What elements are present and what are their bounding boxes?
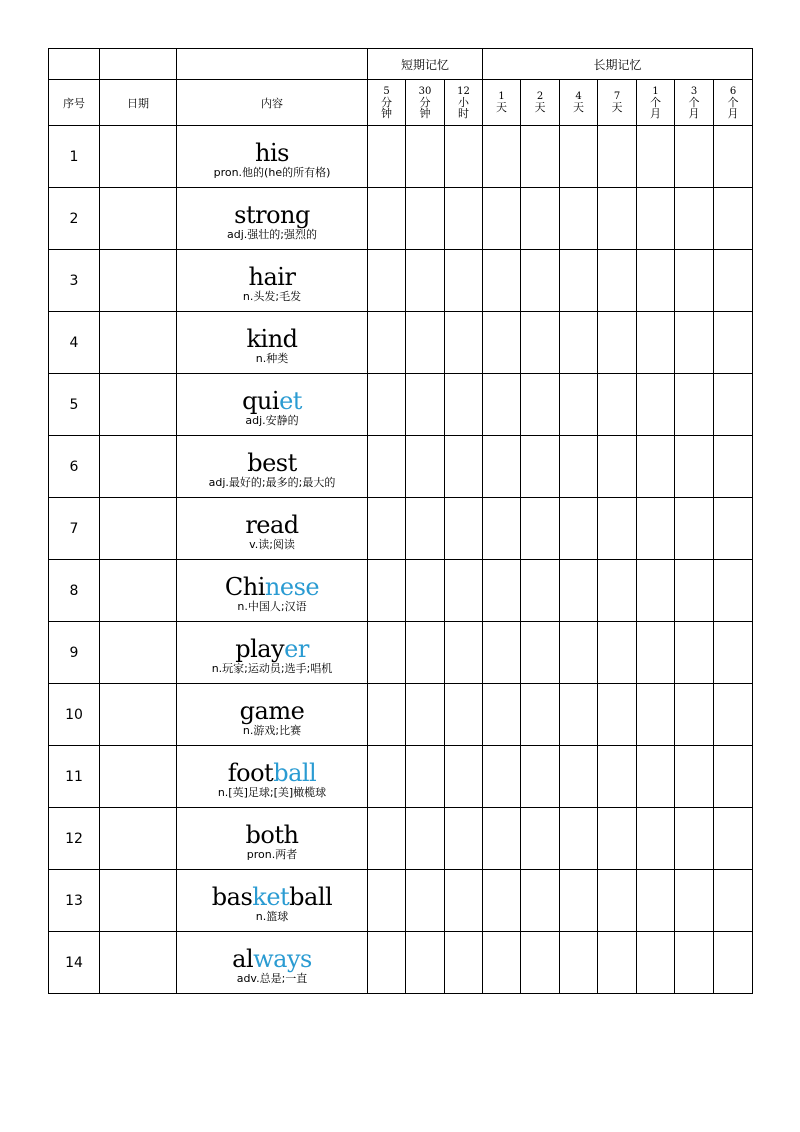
review-check-cell[interactable] bbox=[368, 870, 406, 932]
row-content bbox=[177, 932, 368, 994]
header-interval-7 bbox=[637, 80, 675, 126]
review-check-cell[interactable] bbox=[521, 126, 560, 188]
vocab-word bbox=[177, 264, 367, 290]
review-check-cell[interactable] bbox=[675, 746, 714, 808]
review-check-cell[interactable] bbox=[483, 684, 521, 746]
review-check-cell[interactable] bbox=[406, 126, 445, 188]
review-check-cell[interactable] bbox=[714, 746, 753, 808]
review-check-cell[interactable] bbox=[560, 622, 598, 684]
review-check-cell[interactable] bbox=[598, 870, 637, 932]
interval-unit: 分钟 bbox=[381, 95, 392, 120]
review-check-cell[interactable] bbox=[368, 808, 406, 870]
review-check-cell[interactable] bbox=[560, 250, 598, 312]
table-row bbox=[49, 374, 753, 436]
interval-unit: 小时 bbox=[458, 95, 470, 120]
row-date-cell[interactable] bbox=[100, 188, 177, 250]
review-check-cell[interactable] bbox=[675, 436, 714, 498]
review-check-cell[interactable] bbox=[368, 684, 406, 746]
table-row bbox=[49, 436, 753, 498]
review-check-cell[interactable] bbox=[445, 250, 483, 312]
review-check-cell[interactable] bbox=[675, 126, 714, 188]
review-check-cell[interactable] bbox=[406, 498, 445, 560]
interval-number: 4 bbox=[575, 91, 582, 102]
row-seq: 5 bbox=[49, 374, 100, 436]
review-check-cell[interactable] bbox=[406, 932, 445, 994]
row-seq: 12 bbox=[49, 808, 100, 870]
vocab-word-tail: ball bbox=[289, 883, 333, 911]
vocab-meaning: adv.总是;一直 bbox=[236, 972, 308, 985]
review-check-cell[interactable] bbox=[445, 746, 483, 808]
header-interval-9 bbox=[714, 80, 753, 126]
review-check-cell[interactable] bbox=[560, 746, 598, 808]
review-check-cell[interactable] bbox=[521, 808, 560, 870]
review-check-cell[interactable] bbox=[560, 374, 598, 436]
review-check-cell[interactable] bbox=[637, 498, 675, 560]
row-content bbox=[177, 746, 368, 808]
review-check-cell[interactable] bbox=[521, 746, 560, 808]
vocab-word-highlight: ways bbox=[253, 945, 312, 973]
row-date-cell[interactable] bbox=[100, 312, 177, 374]
header-interval-4 bbox=[521, 80, 560, 126]
review-check-cell[interactable] bbox=[637, 250, 675, 312]
review-check-cell[interactable] bbox=[560, 808, 598, 870]
review-check-cell[interactable] bbox=[560, 932, 598, 994]
vocab-word bbox=[177, 636, 367, 662]
review-check-cell[interactable] bbox=[560, 126, 598, 188]
review-check-cell[interactable] bbox=[675, 870, 714, 932]
row-content bbox=[177, 126, 368, 188]
vocab-word-part: foot bbox=[227, 759, 274, 787]
review-check-cell[interactable] bbox=[637, 622, 675, 684]
review-check-cell[interactable] bbox=[368, 126, 406, 188]
vocab-word bbox=[177, 388, 367, 414]
vocab-word-part: kind bbox=[246, 325, 298, 353]
vocab-word bbox=[177, 698, 367, 724]
review-check-cell[interactable] bbox=[714, 250, 753, 312]
review-check-cell[interactable] bbox=[521, 870, 560, 932]
row-content bbox=[177, 374, 368, 436]
review-check-cell[interactable] bbox=[598, 560, 637, 622]
review-check-cell[interactable] bbox=[637, 188, 675, 250]
row-date-cell[interactable] bbox=[100, 684, 177, 746]
row-content bbox=[177, 560, 368, 622]
review-check-cell[interactable] bbox=[406, 374, 445, 436]
vocab-word bbox=[177, 326, 367, 352]
interval-number: 3 bbox=[690, 85, 698, 97]
interval-unit: 天 bbox=[496, 101, 508, 114]
review-check-cell[interactable] bbox=[406, 746, 445, 808]
review-check-cell[interactable] bbox=[368, 746, 406, 808]
review-check-cell[interactable] bbox=[675, 498, 714, 560]
header-row-groups bbox=[49, 49, 753, 80]
review-check-cell[interactable] bbox=[637, 126, 675, 188]
review-check-cell[interactable] bbox=[445, 498, 483, 560]
interval-number: 7 bbox=[613, 91, 621, 102]
review-check-cell[interactable] bbox=[483, 622, 521, 684]
row-date-cell[interactable] bbox=[100, 870, 177, 932]
review-check-cell[interactable] bbox=[521, 436, 560, 498]
table-row bbox=[49, 870, 753, 932]
review-check-cell[interactable] bbox=[637, 436, 675, 498]
vocab-word-part: hair bbox=[248, 263, 296, 291]
vocab-meaning: adj.安静的 bbox=[245, 414, 299, 427]
interval-number: 1 bbox=[652, 85, 659, 97]
review-check-cell[interactable] bbox=[406, 436, 445, 498]
interval-unit: 个月 bbox=[688, 95, 700, 120]
review-check-cell[interactable] bbox=[368, 498, 406, 560]
vocab-word-highlight: ball bbox=[273, 759, 317, 787]
review-check-cell[interactable] bbox=[483, 808, 521, 870]
row-content bbox=[177, 188, 368, 250]
vocab-word bbox=[177, 450, 367, 476]
review-check-cell[interactable] bbox=[637, 560, 675, 622]
review-check-cell[interactable] bbox=[368, 932, 406, 994]
vocab-word bbox=[177, 884, 367, 910]
review-check-cell[interactable] bbox=[406, 684, 445, 746]
review-check-cell[interactable] bbox=[368, 250, 406, 312]
vocab-meaning: n.头发;毛发 bbox=[242, 290, 302, 303]
row-date-cell[interactable] bbox=[100, 560, 177, 622]
review-check-cell[interactable] bbox=[368, 312, 406, 374]
row-content bbox=[177, 684, 368, 746]
review-check-cell[interactable] bbox=[445, 374, 483, 436]
header-blank-date bbox=[100, 49, 177, 80]
header-row-columns bbox=[49, 80, 753, 126]
table-row bbox=[49, 250, 753, 312]
review-check-cell[interactable] bbox=[445, 684, 483, 746]
row-content bbox=[177, 808, 368, 870]
review-check-cell[interactable] bbox=[598, 746, 637, 808]
row-seq: 1 bbox=[49, 126, 100, 188]
review-check-cell[interactable] bbox=[637, 746, 675, 808]
review-check-cell[interactable] bbox=[406, 312, 445, 374]
review-check-cell[interactable] bbox=[598, 622, 637, 684]
vocab-meaning: n.[英]足球;[美]橄榄球 bbox=[217, 786, 327, 799]
review-check-cell[interactable] bbox=[483, 188, 521, 250]
interval-unit: 天 bbox=[611, 101, 623, 114]
review-check-cell[interactable] bbox=[598, 808, 637, 870]
row-date-cell[interactable] bbox=[100, 126, 177, 188]
review-check-cell[interactable] bbox=[445, 126, 483, 188]
review-check-cell[interactable] bbox=[483, 498, 521, 560]
vocab-word-part: qui bbox=[242, 387, 280, 415]
review-check-cell[interactable] bbox=[714, 188, 753, 250]
review-check-cell[interactable] bbox=[598, 374, 637, 436]
interval-unit: 天 bbox=[534, 101, 546, 114]
review-check-cell[interactable] bbox=[521, 932, 560, 994]
header-interval-2 bbox=[445, 80, 483, 126]
review-check-cell[interactable] bbox=[445, 188, 483, 250]
review-check-cell[interactable] bbox=[483, 560, 521, 622]
review-check-cell[interactable] bbox=[560, 436, 598, 498]
review-check-cell[interactable] bbox=[560, 312, 598, 374]
row-date-cell[interactable] bbox=[100, 436, 177, 498]
table-row bbox=[49, 312, 753, 374]
review-check-cell[interactable] bbox=[483, 250, 521, 312]
vocab-word-highlight: nese bbox=[264, 573, 320, 601]
review-check-cell[interactable] bbox=[560, 560, 598, 622]
row-content bbox=[177, 870, 368, 932]
review-check-cell[interactable] bbox=[521, 684, 560, 746]
review-check-cell[interactable] bbox=[406, 870, 445, 932]
header-blank-content bbox=[177, 49, 368, 80]
review-check-cell[interactable] bbox=[598, 436, 637, 498]
review-check-cell[interactable] bbox=[521, 498, 560, 560]
review-check-cell[interactable] bbox=[368, 622, 406, 684]
vocab-word-part: Chi bbox=[224, 573, 265, 601]
review-check-cell[interactable] bbox=[675, 374, 714, 436]
vocab-meaning: n.游戏;比赛 bbox=[242, 724, 302, 737]
row-content bbox=[177, 312, 368, 374]
vocab-meaning: v.读;阅读 bbox=[249, 538, 295, 551]
vocab-meaning: adj.最好的;最多的;最大的 bbox=[208, 476, 336, 489]
review-check-cell[interactable] bbox=[445, 870, 483, 932]
row-content bbox=[177, 622, 368, 684]
interval-unit: 分钟 bbox=[419, 95, 431, 120]
review-check-cell[interactable] bbox=[445, 808, 483, 870]
interval-unit: 个月 bbox=[650, 95, 662, 120]
interval-number: 1 bbox=[498, 91, 505, 102]
review-check-cell[interactable] bbox=[714, 374, 753, 436]
review-check-cell[interactable] bbox=[483, 870, 521, 932]
vocab-word bbox=[177, 574, 367, 600]
row-seq: 2 bbox=[49, 188, 100, 250]
review-check-cell[interactable] bbox=[598, 684, 637, 746]
review-check-cell[interactable] bbox=[406, 250, 445, 312]
review-check-cell[interactable] bbox=[637, 808, 675, 870]
review-check-cell[interactable] bbox=[714, 560, 753, 622]
vocab-meaning: pron.两者 bbox=[246, 848, 298, 861]
vocab-word-highlight: et bbox=[279, 387, 302, 415]
review-check-cell[interactable] bbox=[560, 498, 598, 560]
review-check-cell[interactable] bbox=[598, 250, 637, 312]
table-row bbox=[49, 560, 753, 622]
review-check-cell[interactable] bbox=[483, 746, 521, 808]
row-date-cell[interactable] bbox=[100, 622, 177, 684]
row-date-cell[interactable] bbox=[100, 498, 177, 560]
vocab-word bbox=[177, 512, 367, 538]
table-row bbox=[49, 622, 753, 684]
vocab-word bbox=[177, 140, 367, 166]
header-date: 日期 bbox=[100, 80, 177, 126]
row-date-cell[interactable] bbox=[100, 746, 177, 808]
review-check-cell[interactable] bbox=[714, 870, 753, 932]
row-seq: 9 bbox=[49, 622, 100, 684]
review-check-cell[interactable] bbox=[445, 560, 483, 622]
review-check-cell[interactable] bbox=[483, 374, 521, 436]
review-check-cell[interactable] bbox=[406, 560, 445, 622]
row-seq: 3 bbox=[49, 250, 100, 312]
interval-number: 5 bbox=[383, 85, 390, 97]
review-check-cell[interactable] bbox=[483, 932, 521, 994]
review-check-cell[interactable] bbox=[714, 436, 753, 498]
review-check-cell[interactable] bbox=[521, 560, 560, 622]
vocab-word-highlight: ket bbox=[252, 883, 290, 911]
vocab-word-part: strong bbox=[234, 201, 310, 229]
row-content bbox=[177, 250, 368, 312]
table-row bbox=[49, 188, 753, 250]
review-check-cell[interactable] bbox=[714, 622, 753, 684]
row-date-cell[interactable] bbox=[100, 374, 177, 436]
review-check-cell[interactable] bbox=[483, 312, 521, 374]
header-interval-3 bbox=[483, 80, 521, 126]
header-seq: 序号 bbox=[49, 80, 100, 126]
vocab-word bbox=[177, 202, 367, 228]
review-check-cell[interactable] bbox=[521, 250, 560, 312]
review-check-cell[interactable] bbox=[714, 126, 753, 188]
review-check-cell[interactable] bbox=[598, 312, 637, 374]
review-check-cell[interactable] bbox=[675, 932, 714, 994]
review-check-cell[interactable] bbox=[598, 188, 637, 250]
review-check-cell[interactable] bbox=[637, 312, 675, 374]
review-check-cell[interactable] bbox=[675, 188, 714, 250]
review-check-cell[interactable] bbox=[675, 684, 714, 746]
review-check-cell[interactable] bbox=[675, 250, 714, 312]
review-check-cell[interactable] bbox=[675, 312, 714, 374]
row-date-cell[interactable] bbox=[100, 808, 177, 870]
row-seq: 4 bbox=[49, 312, 100, 374]
header-interval-6 bbox=[598, 80, 637, 126]
review-check-cell[interactable] bbox=[483, 126, 521, 188]
review-check-cell[interactable] bbox=[445, 932, 483, 994]
review-check-cell[interactable] bbox=[521, 312, 560, 374]
row-date-cell[interactable] bbox=[100, 250, 177, 312]
review-check-cell[interactable] bbox=[445, 312, 483, 374]
review-check-cell[interactable] bbox=[714, 932, 753, 994]
review-check-cell[interactable] bbox=[714, 312, 753, 374]
row-seq: 11 bbox=[49, 746, 100, 808]
interval-number: 2 bbox=[536, 91, 544, 102]
vocab-word-part: al bbox=[232, 945, 254, 973]
vocab-word bbox=[177, 822, 367, 848]
vocab-word-highlight: er bbox=[284, 635, 309, 663]
table-row bbox=[49, 498, 753, 560]
row-content bbox=[177, 436, 368, 498]
header-interval-8 bbox=[675, 80, 714, 126]
interval-unit: 天 bbox=[573, 101, 585, 114]
review-check-cell[interactable] bbox=[637, 870, 675, 932]
review-check-cell[interactable] bbox=[714, 684, 753, 746]
review-check-cell[interactable] bbox=[483, 436, 521, 498]
review-check-cell[interactable] bbox=[675, 560, 714, 622]
review-check-cell[interactable] bbox=[598, 932, 637, 994]
review-check-cell[interactable] bbox=[560, 870, 598, 932]
vocab-meaning: n.篮球 bbox=[255, 910, 289, 923]
review-check-cell[interactable] bbox=[637, 684, 675, 746]
vocab-meaning: n.玩家;运动员;选手;唱机 bbox=[211, 662, 333, 675]
review-check-cell[interactable] bbox=[368, 560, 406, 622]
interval-number: 30 bbox=[418, 85, 432, 97]
row-seq: 7 bbox=[49, 498, 100, 560]
review-check-cell[interactable] bbox=[560, 188, 598, 250]
vocab-meaning: pron.他的(he的所有格) bbox=[213, 166, 331, 179]
vocab-meaning: adj.强壮的;强烈的 bbox=[227, 228, 317, 241]
review-check-cell[interactable] bbox=[406, 188, 445, 250]
review-check-cell[interactable] bbox=[406, 622, 445, 684]
vocab-word-part: his bbox=[255, 139, 289, 167]
row-seq: 13 bbox=[49, 870, 100, 932]
row-content bbox=[177, 498, 368, 560]
review-check-cell[interactable] bbox=[714, 808, 753, 870]
review-check-cell[interactable] bbox=[598, 126, 637, 188]
vocab-word bbox=[177, 760, 367, 786]
table-row bbox=[49, 808, 753, 870]
interval-number: 12 bbox=[457, 85, 470, 97]
review-check-cell[interactable] bbox=[406, 808, 445, 870]
vocab-word bbox=[177, 946, 367, 972]
header-interval-5 bbox=[560, 80, 598, 126]
review-check-cell[interactable] bbox=[368, 374, 406, 436]
review-check-cell[interactable] bbox=[445, 622, 483, 684]
vocab-word-part: both bbox=[245, 821, 299, 849]
vocab-word-part: bas bbox=[211, 883, 253, 911]
review-check-cell[interactable] bbox=[521, 622, 560, 684]
review-check-cell[interactable] bbox=[521, 374, 560, 436]
vocab-word-part: read bbox=[245, 511, 299, 539]
review-check-cell[interactable] bbox=[675, 622, 714, 684]
table-row bbox=[49, 932, 753, 994]
row-seq: 8 bbox=[49, 560, 100, 622]
table-row bbox=[49, 746, 753, 808]
header-content: 内容 bbox=[177, 80, 368, 126]
review-check-cell[interactable] bbox=[445, 436, 483, 498]
interval-number: 6 bbox=[729, 85, 737, 97]
table-row bbox=[49, 126, 753, 188]
header-long-term: 长期记忆 bbox=[483, 49, 753, 80]
vocab-word-part: play bbox=[235, 635, 285, 663]
header-blank-seq bbox=[49, 49, 100, 80]
vocab-word-part: best bbox=[247, 449, 297, 477]
row-seq: 14 bbox=[49, 932, 100, 994]
row-seq: 10 bbox=[49, 684, 100, 746]
row-seq: 6 bbox=[49, 436, 100, 498]
vocab-meaning: n.中国人;汉语 bbox=[237, 600, 307, 613]
review-check-cell[interactable] bbox=[368, 188, 406, 250]
row-date-cell[interactable] bbox=[100, 932, 177, 994]
vocab-meaning: n.种类 bbox=[255, 352, 289, 365]
review-check-cell[interactable] bbox=[637, 932, 675, 994]
review-check-cell[interactable] bbox=[637, 374, 675, 436]
header-interval-0 bbox=[368, 80, 406, 126]
review-check-cell[interactable] bbox=[598, 498, 637, 560]
vocab-word-part: game bbox=[239, 697, 305, 725]
table-row bbox=[49, 684, 753, 746]
review-check-cell[interactable] bbox=[714, 498, 753, 560]
header-interval-1 bbox=[406, 80, 445, 126]
vocabulary-review-table bbox=[48, 48, 753, 994]
review-check-cell[interactable] bbox=[521, 188, 560, 250]
interval-unit: 个月 bbox=[727, 95, 739, 120]
header-short-term: 短期记忆 bbox=[368, 49, 483, 80]
review-check-cell[interactable] bbox=[675, 808, 714, 870]
review-check-cell[interactable] bbox=[368, 436, 406, 498]
review-check-cell[interactable] bbox=[560, 684, 598, 746]
